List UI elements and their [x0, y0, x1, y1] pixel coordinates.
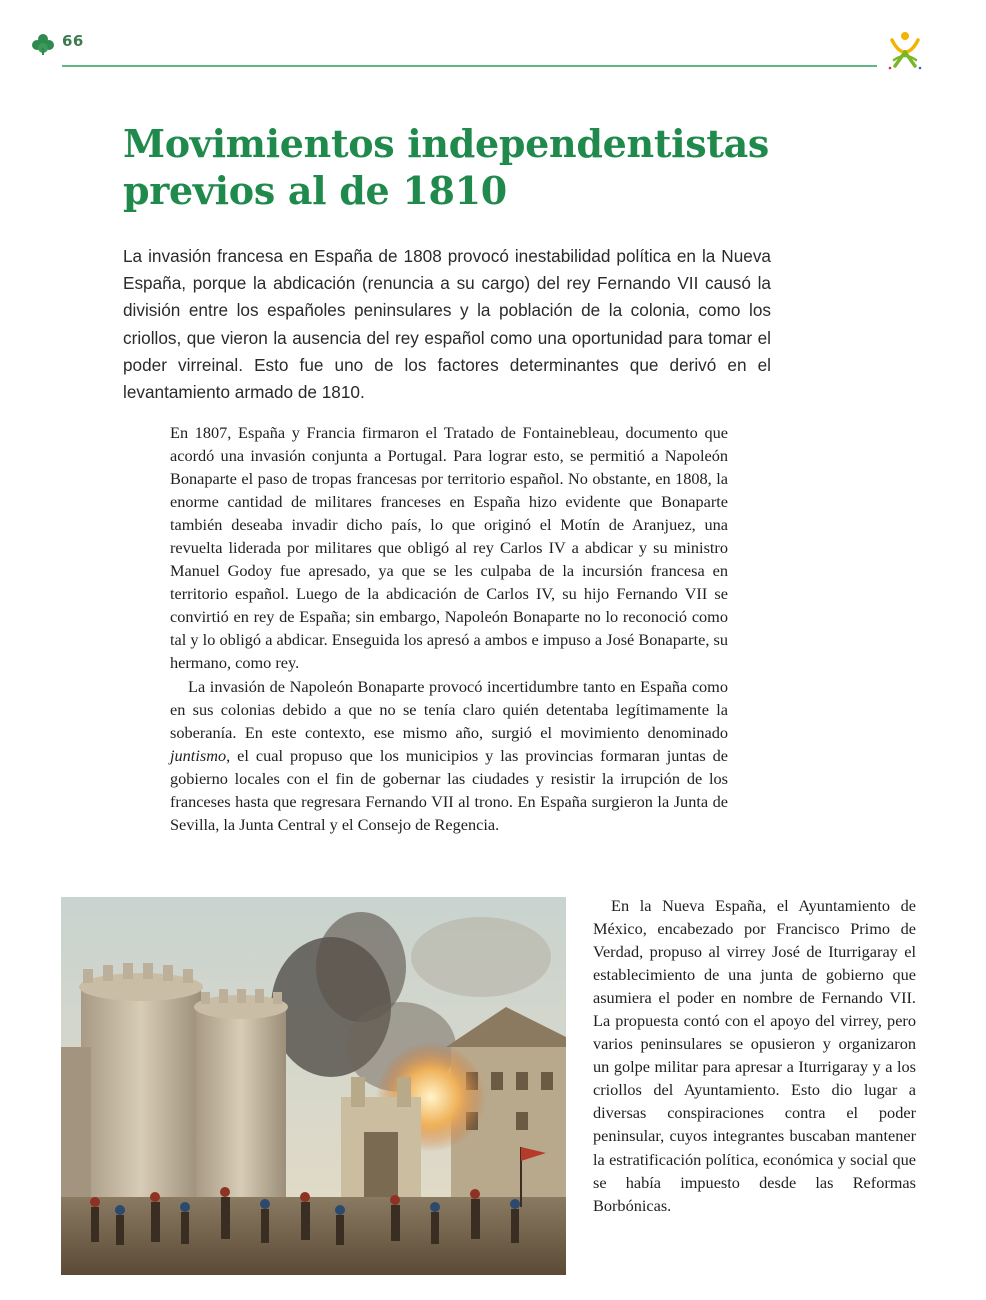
paragraph-2-text-after: , el cual propuso que los municipios y las provincias formaran juntas de gobierno locales con el fin de gobernar las ciudades y resistir la irrupción de los franceses hasta que regresara Fernando VII al trono. En España surgieron la Junta de Sevilla, la Junta Central y el Consejo de Regencia.: [170, 745, 728, 834]
juntismo-term: juntismo: [170, 745, 227, 765]
figure-logo-icon: [884, 30, 926, 72]
sidebar-paragraph: En la Nueva España, el Ayuntamiento de México, encabezado por Francisco Primo de Verdad, propuso al virrey José de Iturrigaray el establecimiento de una junta de gobierno que asumiera el poder en nombre de Fernando VII. La propuesta contó con el apoyo del virrey, pero varios peninsulares se opusieron y organizaron un golpe militar para apresar a Iturrigaray y a los criollos del Ayuntamiento. Esto dio lugar a diversas conspiraciones contra el poder peninsular, cuyos integrantes buscaban mantener la estratificación política, económica y social que se había impuesto desde las Reformas Borbónicas.: [593, 896, 916, 1215]
page-title: Movimientos independentistas previos al de 1810: [123, 121, 770, 213]
page-header: [0, 0, 986, 80]
header-rule: [62, 65, 877, 67]
page-number: 66: [62, 32, 84, 50]
body-text: [170, 421, 728, 836]
clover-icon: [30, 33, 56, 55]
body-paragraph-1: En 1807, España y Francia firmaron el Tratado de Fontainebleau, documento que acordó una invasión conjunta a Portugal. Para lograr esto, se permitió a Napoleón Bonaparte el paso de tropas francesas por territorio español. No obstante, en 1808, la enorme cantidad de militares franceses en España hizo evidente que Bonaparte también deseaba invadir dicho país, lo que originó el Motín de Aranjuez, una revuelta liderada por militares que obligó al rey Carlos IV a abdicar y su ministro Manuel Godoy fue apresado, ya que se les culpaba de la incursión francesa en territorio español. Luego de la abdicación de Carlos IV, su hijo Fernando VII se convirtió en rey de España; sin embargo, Napoleón Bonaparte no lo reconoció como tal y lo obligó a abdicar. Enseguida los apresó a ambos e impuso a José Bonaparte, su hermano, como rey.: [170, 423, 728, 673]
bastille-painting: [61, 897, 566, 1275]
body-paragraph-2: [170, 675, 728, 836]
intro-paragraph: La invasión francesa en España de 1808 provocó inestabilidad política en la Nueva España, porque la abdicación (renuncia a su cargo) del rey Fernando VII causó la división entre los españoles peninsulares y la población de la colonia, como los criollos, que vieron la ausencia del rey español como una oportunidad para tomar el poder virreinal. Esto fue uno de los factores determinantes que derivó en el levantamiento armado de 1810.: [123, 246, 771, 403]
paragraph-2-text-before: La invasión de Napoleón Bonaparte provocó incertidumbre tanto en España como en sus colonias debido a que no se tenía claro quién detentaba legítimamente la soberanía. En este contexto, ese mismo año, surgió el movimiento denominado: [170, 676, 728, 742]
